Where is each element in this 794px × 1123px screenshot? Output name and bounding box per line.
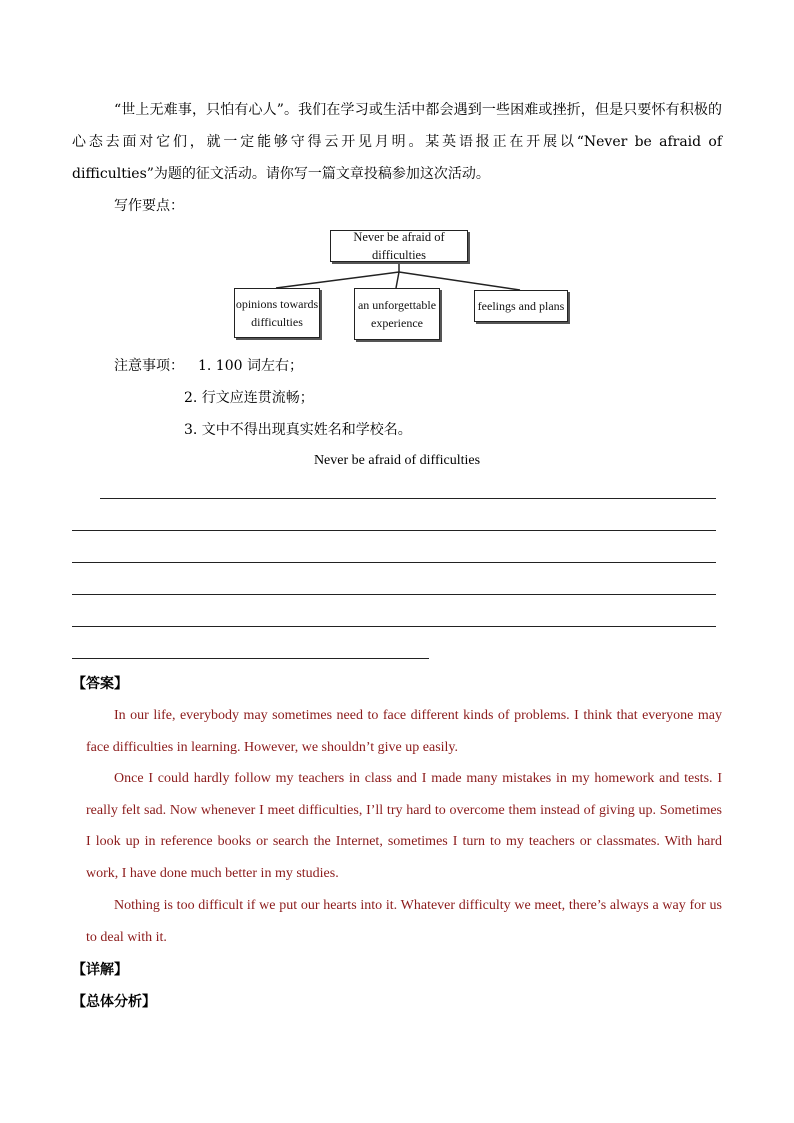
essay-title: Never be afraid of difficulties: [313, 453, 481, 468]
diagram-root-box: Never be afraid of difficulties: [330, 230, 468, 262]
answer-paragraph: Once I could hardly follow my teachers in class and I made many mistakes in my homework and tests. I really felt sad. Now whenever I meet difficulties, I’ll try hard to overcome them instead of giving up. Sometimes I look up in reference books or search the Internet, sometimes I turn to my teachers or classmates. With hard work, I have done much better in my studies.: [86, 771, 722, 881]
note-item: 2. 行文应连贯流畅；: [184, 390, 314, 406]
answer-tag: 【答案】: [72, 676, 128, 692]
notes-label: 注意事项：: [114, 358, 184, 374]
overall-analysis-tag: 【总体分析】: [72, 994, 156, 1010]
diagram-branch-opinions: opinions towards difficulties: [234, 288, 320, 338]
writing-line: [72, 626, 716, 627]
note-item: 3. 文中不得出现真实姓名和学校名。: [184, 422, 412, 438]
writing-line: [72, 530, 716, 531]
diagram-branch-experience: an unforgettable experience: [354, 288, 440, 340]
writing-line: [72, 562, 716, 563]
answer-paragraph: Nothing is too difficult if we put our hearts into it. Whatever difficulty we meet, there’s always a way for us to deal with it.: [86, 898, 722, 945]
note-item: 1. 100 词左右；: [198, 358, 303, 374]
outline-diagram: [228, 226, 572, 346]
requirements-title: 写作要点：: [114, 198, 184, 214]
diagram-branch-feelings: feelings and plans: [474, 290, 568, 322]
writing-line: [100, 498, 716, 499]
writing-line: [72, 658, 429, 659]
detail-tag: 【详解】: [72, 962, 128, 978]
answer-paragraph: In our life, everybody may sometimes need to face different kinds of problems. I think that everyone may face difficulties in learning. However, we shouldn’t give up easily.: [86, 708, 722, 755]
writing-line: [72, 594, 716, 595]
prompt-intro: “世上无难事，只怕有心人”。我们在学习或生活中都会遇到一些困难或挫折，但是只要怀有积极的心态去面对它们，就一定能够守得云开见月明。某英语报正在开展以“Never be afraid of difficulties”为题的征文活动。请你写一篇文章投稿参加这次活动。: [72, 102, 722, 182]
